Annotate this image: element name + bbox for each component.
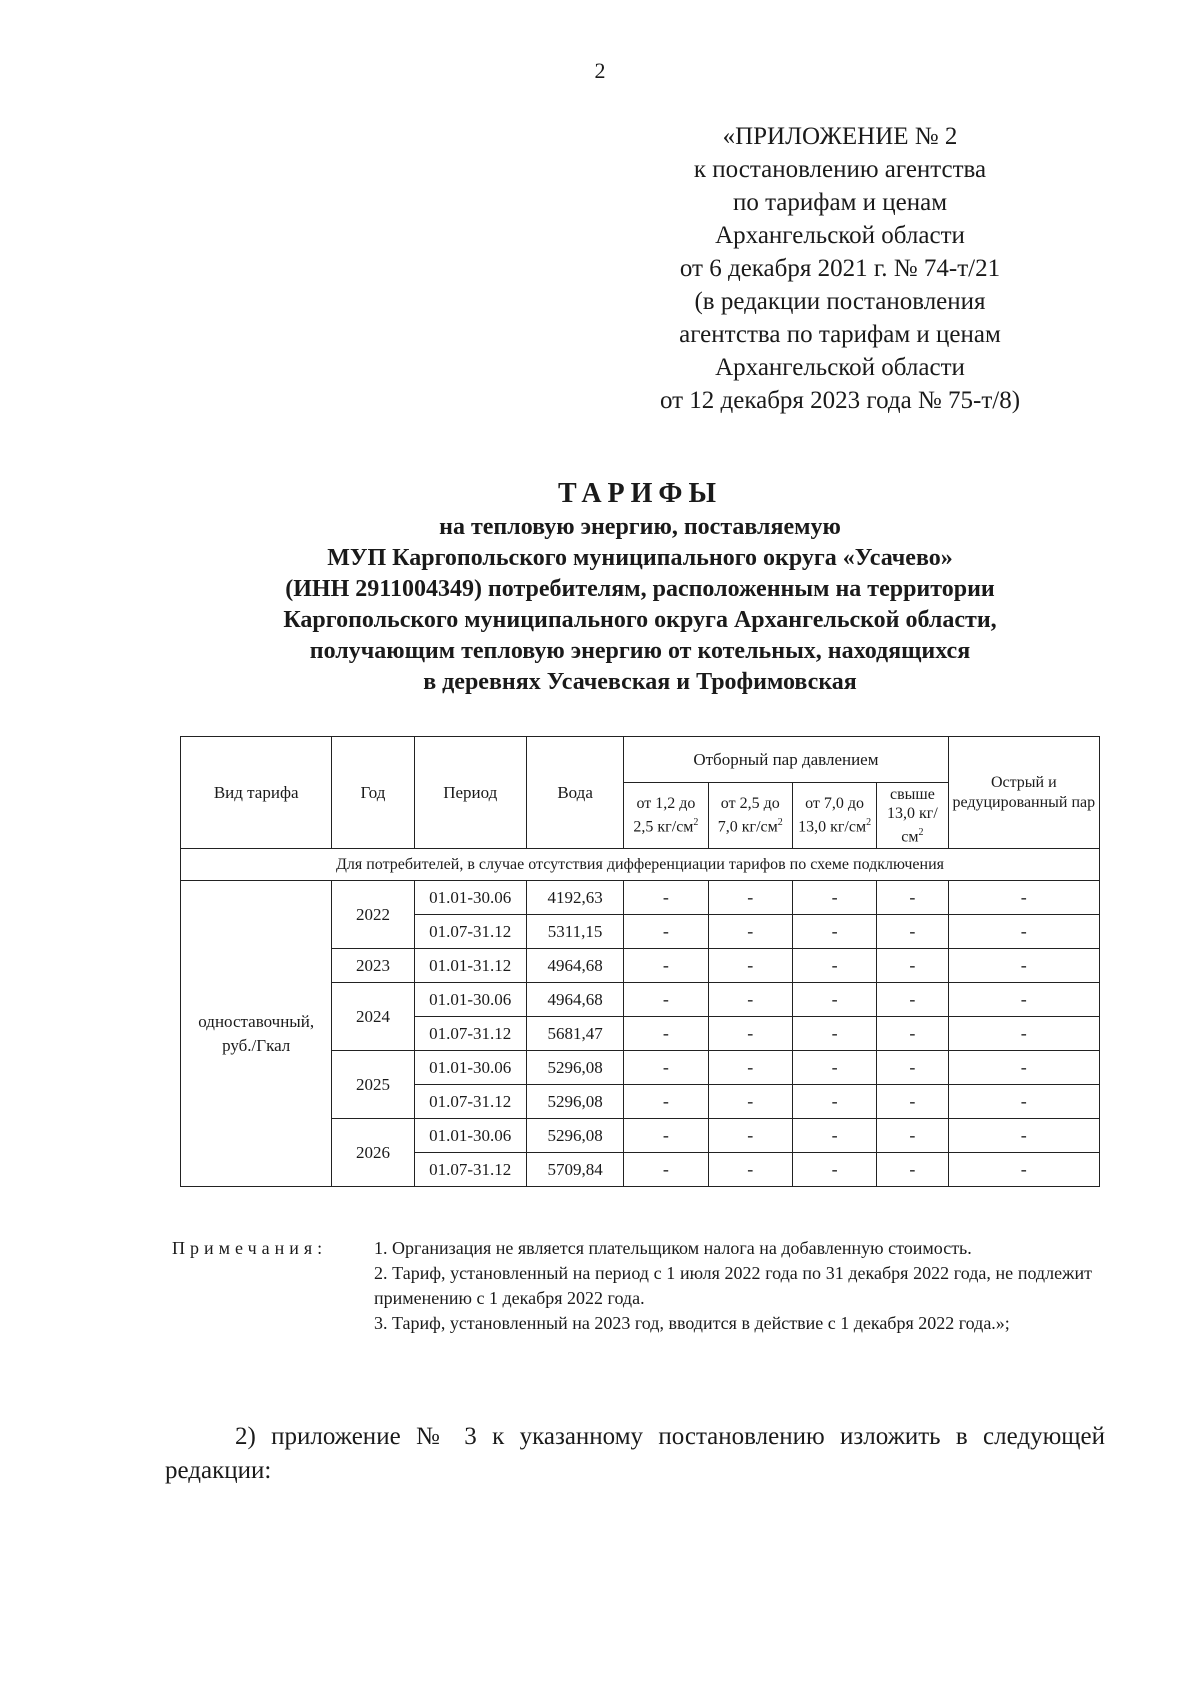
subtitle-line: получающим тепловую энергию от котельных, находящихся [309,638,971,664]
water-cell: 4964,68 [526,949,623,983]
header-sharp-steam: Острый и редуцированный пар [948,737,1099,849]
appendix-line: (в редакции постановления [694,288,986,315]
dash-cell: - [792,881,876,915]
year-cell: 2022 [332,881,414,949]
appendix-line: к постановлению агентства [693,156,987,183]
note-item: 3. Тариф, установленный на 2023 год, вводится в действие с 1 декабря 2022 года.»; [374,1313,1010,1333]
dash-cell: - [877,949,948,983]
note-item: 1. Организация не является плательщиком налога на добавленную стоимость. [374,1238,972,1258]
period-cell: 01.01-30.06 [414,1119,526,1153]
dash-cell: - [624,1119,708,1153]
page-number: 2 [594,58,606,83]
header-steam-3: от 7,0 до 13,0 $кг/см^2$ [792,783,876,849]
dash-cell: - [708,915,792,949]
appendix-line: от 12 декабря 2023 года № 75-т/8) [659,387,1021,414]
period-cell: 01.07-31.12 [414,1085,526,1119]
year-cell: 2023 [332,949,414,983]
title-main: ТАРИФЫ [558,478,722,509]
appendix-line: агентства по тарифам и ценам [679,321,1001,348]
dash-cell: - [792,915,876,949]
dash-cell: - [877,881,948,915]
dash-cell: - [624,1051,708,1085]
table-row [181,881,1100,915]
water-cell: 5311,15 [526,915,623,949]
notes-label: Примечания: [172,1238,328,1258]
dash-cell: - [624,881,708,915]
water-cell: 5296,08 [526,1085,623,1119]
period-cell: 01.01-30.06 [414,1051,526,1085]
subtitle-line: в деревнях Усачевская и Трофимовская [423,669,857,695]
notes-list [374,1236,1092,1336]
dash-cell: - [708,1153,792,1187]
dash-cell: - [792,983,876,1017]
water-cell: 5296,08 [526,1119,623,1153]
dash-cell: - [877,1119,948,1153]
dash-cell: - [948,915,1099,949]
dash-cell: - [624,1153,708,1187]
section-label: Для потребителей, в случае отсутствия дифференциации тарифов по схеме подключения [181,849,1100,881]
subtitle-line: МУП Каргопольского муниципального округа «Усачево» [327,545,953,571]
dash-cell: - [948,1051,1099,1085]
dash-cell: - [948,1119,1099,1153]
dash-cell: - [948,881,1099,915]
dash-cell: - [948,1017,1099,1051]
water-cell: 4192,63 [526,881,623,915]
dash-cell: - [708,1085,792,1119]
dash-cell: - [708,881,792,915]
dash-cell: - [708,1017,792,1051]
period-cell: 01.01-30.06 [414,983,526,1017]
dash-cell: - [792,1085,876,1119]
header-steam-4: свыше 13,0 $кг/см^2$ [877,783,948,849]
dash-cell: - [948,1085,1099,1119]
dash-cell: - [877,983,948,1017]
document-title [140,476,1140,698]
year-cell: 2025 [332,1051,414,1119]
header-steam-3-label: от 7,0 до 13,0 кг/см [798,795,867,836]
dash-cell: - [624,949,708,983]
tariff-table [180,736,1100,1187]
dash-cell: - [792,1153,876,1187]
dash-cell: - [948,1153,1099,1187]
period-cell: 01.07-31.12 [414,915,526,949]
subtitle-line: на тепловую энергию, поставляемую [439,514,841,540]
appendix-line: «ПРИЛОЖЕНИЕ № 2 [722,123,958,150]
dash-cell: - [877,1085,948,1119]
dash-cell: - [708,949,792,983]
header-steam-2: от 2,5 до 7,0 $кг/см^2$ [708,783,792,849]
dash-cell: - [624,1017,708,1051]
dash-cell: - [624,915,708,949]
body-paragraph: 2) приложение № 3 к указанному постановлению изложить в следующей редакции: [165,1423,1105,1484]
dash-cell: - [792,1051,876,1085]
water-cell: 5296,08 [526,1051,623,1085]
header-water: Вода [526,737,623,849]
note-item: 2. Тариф, установленный на период с 1 июля 2022 года по 31 декабря 2022 года, не подлежит применению с 1 декабря 2022 года. [374,1263,1092,1308]
appendix-line: от 6 декабря 2021 г. № 74-т/21 [679,255,1001,282]
subtitle-line: (ИНН 2911004349) потребителям, расположенным на территории [285,576,995,602]
period-cell: 01.01-30.06 [414,881,526,915]
dash-cell: - [708,1119,792,1153]
header-steam-group: Отборный пар давлением [624,737,948,783]
period-cell: 01.01-31.12 [414,949,526,983]
header-steam-4-label: свыше 13,0 кг/см [887,785,938,846]
tariff-type-cell: одноставочный, руб./Гкал [181,881,332,1187]
water-cell: 4964,68 [526,983,623,1017]
dash-cell: - [877,915,948,949]
appendix-header [600,120,1080,417]
dash-cell: - [708,1051,792,1085]
water-cell: 5709,84 [526,1153,623,1187]
dash-cell: - [877,1017,948,1051]
dash-cell: - [948,949,1099,983]
period-cell: 01.07-31.12 [414,1153,526,1187]
dash-cell: - [877,1153,948,1187]
dash-cell: - [877,1051,948,1085]
subtitle-line: Каргопольского муниципального округа Архангельской области, [283,607,997,633]
dash-cell: - [948,983,1099,1017]
header-steam-2-label: от 2,5 до 7,0 кг/см [717,795,780,836]
dash-cell: - [708,983,792,1017]
dash-cell: - [624,1085,708,1119]
dash-cell: - [792,949,876,983]
appendix-line: Архангельской области [715,222,965,249]
header-tariff-type: Вид тарифа [181,737,332,849]
title-subtitle [140,512,1140,698]
appendix-line: по тарифам и ценам [732,189,948,216]
header-steam-1: от 1,2 до 2,5 $кг/см^2$ [624,783,708,849]
appendix-line: Архангельской области [715,354,965,381]
header-steam-1-label: от 1,2 до 2,5 кг/см [633,795,696,836]
dash-cell: - [792,1119,876,1153]
header-year: Год [332,737,414,849]
dash-cell: - [792,1017,876,1051]
dash-cell: - [624,983,708,1017]
header-period: Период [414,737,526,849]
year-cell: 2026 [332,1119,414,1187]
water-cell: 5681,47 [526,1017,623,1051]
year-cell: 2024 [332,983,414,1051]
period-cell: 01.07-31.12 [414,1017,526,1051]
